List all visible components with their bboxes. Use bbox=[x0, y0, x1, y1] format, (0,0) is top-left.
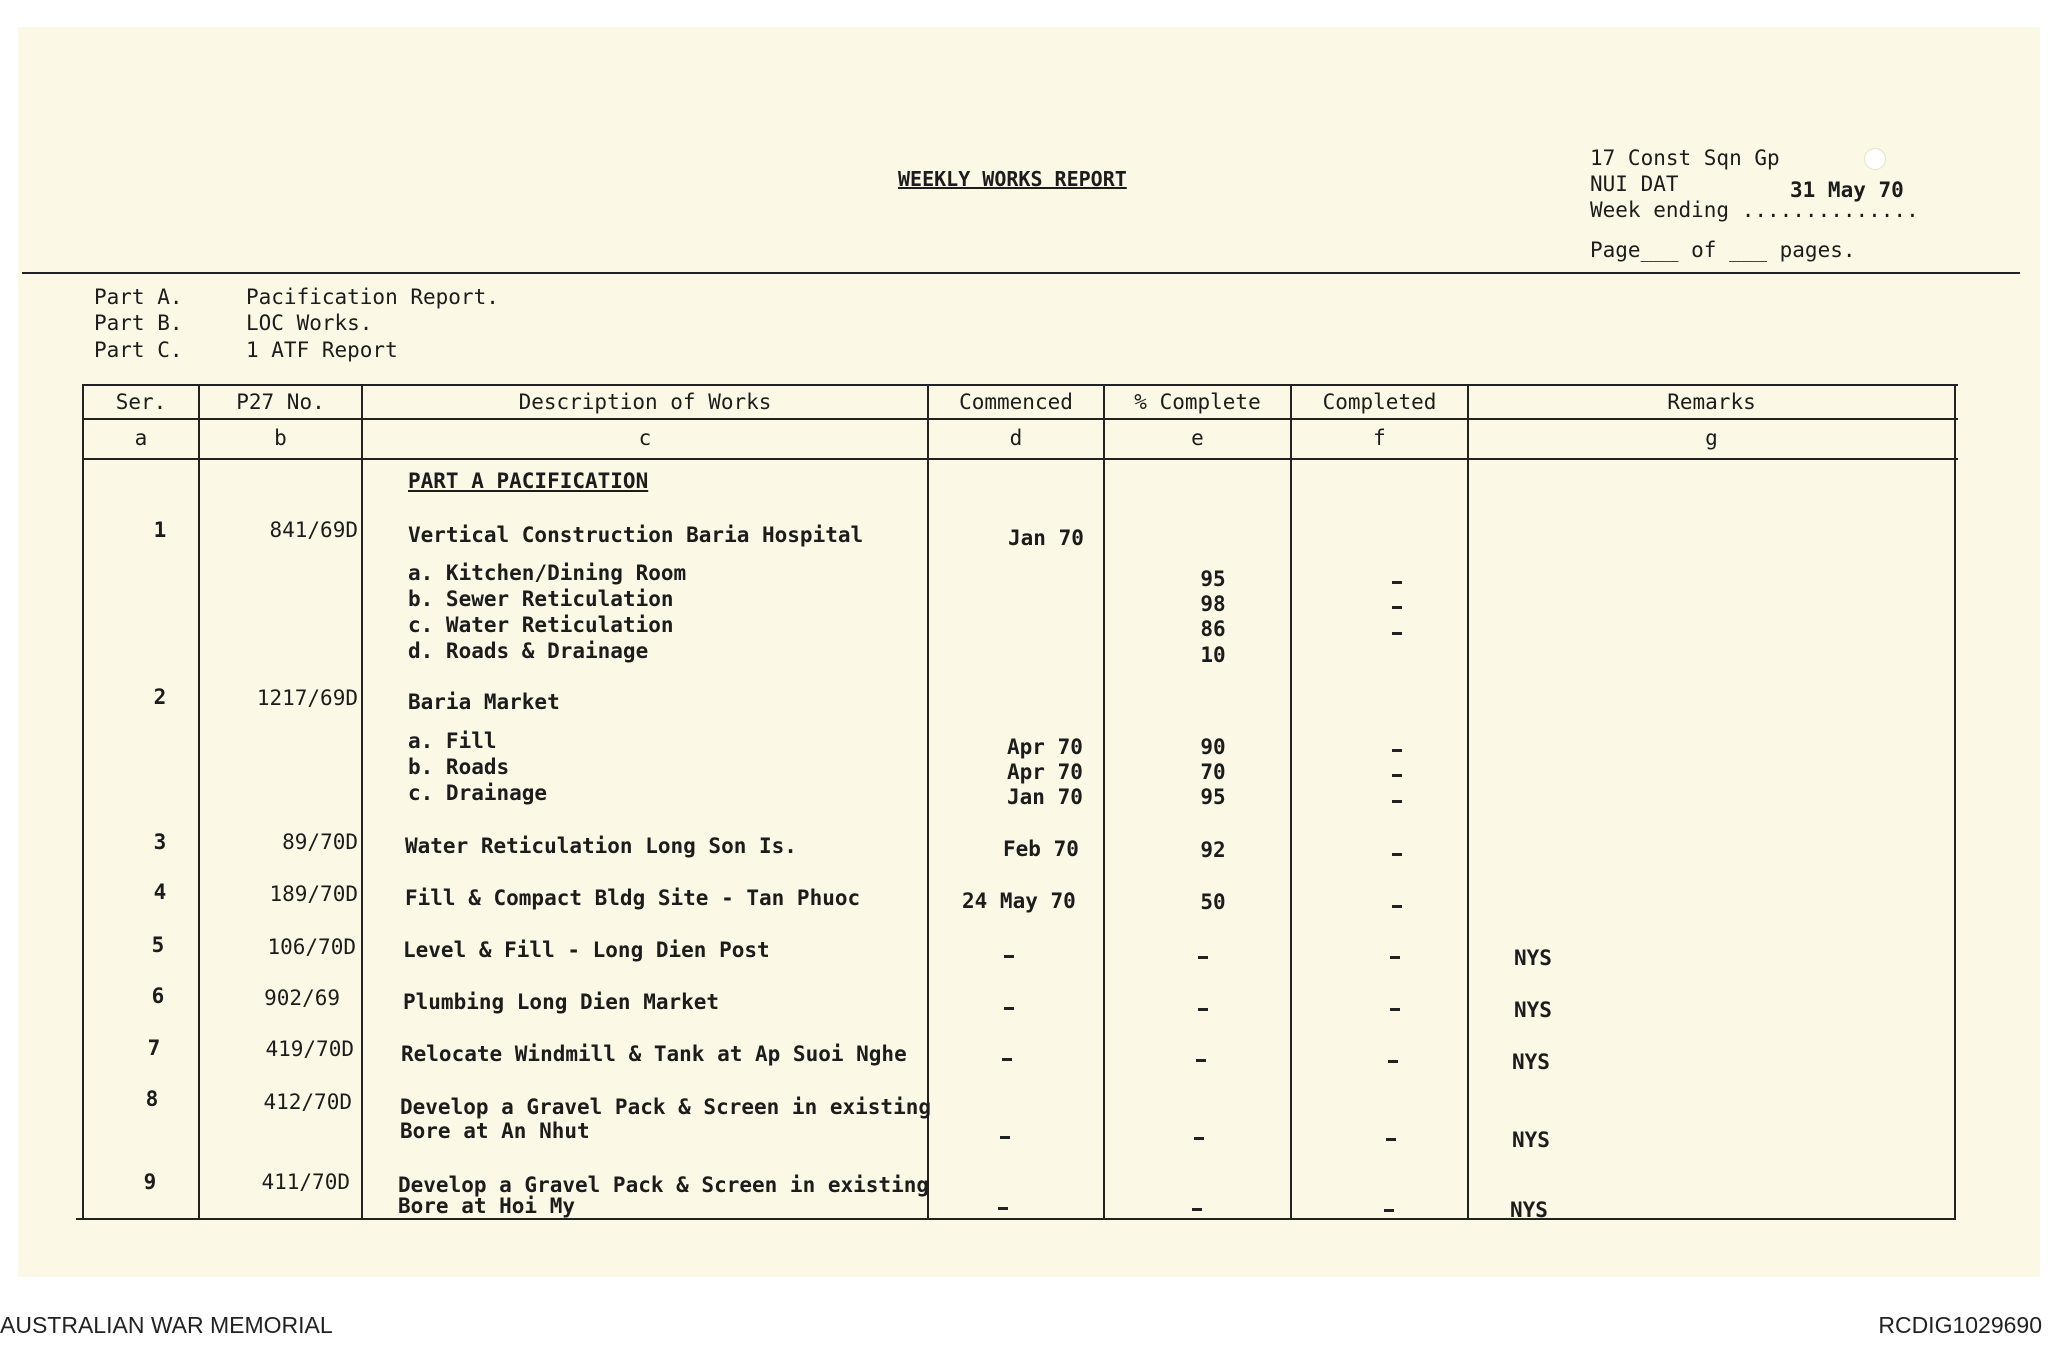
header-p27: P27 No. bbox=[236, 390, 325, 414]
commenced-cell: Jan 70 bbox=[1008, 526, 1084, 550]
remarks-cell: NYS bbox=[1514, 946, 1552, 970]
p27-cell: 89/70D bbox=[282, 830, 358, 854]
ser-cell: 4 bbox=[153, 880, 167, 904]
table-header-rule bbox=[82, 418, 1958, 420]
description-cell: Level & Fill - Long Dien Post bbox=[403, 938, 770, 962]
commenced-cell: Jan 70 bbox=[1007, 785, 1083, 809]
letter-g: g bbox=[1705, 426, 1718, 450]
header-commenced: Commenced bbox=[959, 390, 1073, 414]
description-cell: c. Drainage bbox=[408, 781, 548, 805]
p27-cell: 841/69D bbox=[269, 518, 358, 542]
header-description: Description of Works bbox=[518, 390, 772, 414]
description-cell: Baria Market bbox=[408, 690, 560, 714]
completed-cell bbox=[1392, 632, 1402, 635]
letter-d: d bbox=[1009, 426, 1023, 450]
part-desc-c: 1 ATF Report bbox=[246, 338, 398, 362]
pct-cell: 92 bbox=[1200, 838, 1226, 862]
letter-f: f bbox=[1373, 426, 1386, 450]
p27-cell: 106/70D bbox=[267, 935, 356, 959]
header-pct-complete: % Complete bbox=[1134, 390, 1261, 414]
pct-cell bbox=[1192, 1208, 1202, 1211]
pct-cell bbox=[1198, 956, 1208, 959]
description-cell: b. Sewer Reticulation bbox=[408, 587, 674, 611]
page-count: Page___ of ___ pages. bbox=[1590, 238, 1856, 262]
completed-cell bbox=[1390, 1008, 1400, 1011]
part-desc-b: LOC Works. bbox=[246, 311, 373, 335]
description-cell: Develop a Gravel Pack & Screen in existing bbox=[398, 1173, 930, 1197]
report-date: 31 May 70 bbox=[1790, 178, 1904, 202]
p27-cell: 1217/69D bbox=[256, 686, 358, 710]
archive-caption: AUSTRALIAN WAR MEMORIAL bbox=[0, 1312, 333, 1338]
commenced-cell bbox=[1000, 1136, 1010, 1139]
col-divider bbox=[1467, 384, 1469, 1220]
col-divider bbox=[82, 384, 84, 1220]
col-divider bbox=[1290, 384, 1292, 1220]
letter-a: a bbox=[134, 426, 148, 450]
pct-cell: 90 bbox=[1200, 735, 1226, 759]
col-divider bbox=[1103, 384, 1105, 1220]
completed-cell bbox=[1386, 1138, 1396, 1141]
header-completed: Completed bbox=[1322, 390, 1437, 414]
report-title: WEEKLY WORKS REPORT bbox=[898, 167, 1127, 191]
letter-b: b bbox=[274, 426, 287, 450]
ser-cell: 6 bbox=[151, 984, 165, 1008]
pct-cell: 98 bbox=[1200, 592, 1226, 616]
p27-cell: 412/70D bbox=[263, 1090, 352, 1114]
commenced-cell: Apr 70 bbox=[1007, 760, 1083, 784]
ser-cell: 1 bbox=[153, 518, 167, 542]
commenced-cell bbox=[1004, 1007, 1014, 1010]
col-divider bbox=[361, 384, 363, 1220]
part-desc-a: Pacification Report. bbox=[246, 285, 499, 309]
pct-cell: 95 bbox=[1200, 567, 1226, 591]
letter-c: c bbox=[638, 426, 652, 450]
pct-cell: 10 bbox=[1200, 643, 1226, 667]
location: NUI DAT bbox=[1590, 172, 1679, 196]
commenced-cell: Apr 70 bbox=[1007, 735, 1083, 759]
description-cell: b. Roads bbox=[408, 755, 510, 779]
commenced-cell bbox=[1002, 1058, 1012, 1061]
p27-cell: 902/69 bbox=[264, 986, 340, 1010]
col-divider bbox=[1954, 384, 1956, 1220]
completed-cell bbox=[1392, 606, 1402, 609]
part-label-a: Part A. bbox=[94, 285, 183, 309]
completed-cell bbox=[1392, 749, 1402, 752]
week-ending: Week ending .............. bbox=[1590, 198, 1919, 222]
completed-cell bbox=[1392, 853, 1402, 856]
header-ser: Ser. bbox=[115, 390, 167, 414]
description-cell: a. Kitchen/Dining Room bbox=[408, 561, 687, 585]
p27-cell: 411/70D bbox=[261, 1170, 350, 1194]
remarks-cell: NYS bbox=[1512, 1128, 1550, 1152]
description-cell: Develop a Gravel Pack & Screen in existing bbox=[400, 1095, 932, 1119]
ser-cell: 9 bbox=[143, 1170, 157, 1194]
completed-cell bbox=[1392, 581, 1402, 584]
ser-cell: 8 bbox=[145, 1087, 159, 1111]
unit-name: 17 Const Sqn Gp bbox=[1590, 146, 1780, 170]
completed-cell bbox=[1388, 1060, 1398, 1063]
completed-cell bbox=[1392, 774, 1402, 777]
completed-cell bbox=[1392, 800, 1402, 803]
commenced-cell bbox=[1004, 955, 1014, 958]
punch-hole bbox=[1864, 148, 1886, 170]
pct-cell: 86 bbox=[1200, 617, 1226, 641]
commenced-cell: Feb 70 bbox=[1003, 837, 1079, 861]
archive-id: RCDIG1029690 bbox=[1878, 1312, 2042, 1338]
pct-cell: 50 bbox=[1200, 890, 1226, 914]
description-cell: Relocate Windmill & Tank at Ap Suoi Nghe bbox=[401, 1042, 907, 1066]
pct-cell bbox=[1196, 1059, 1206, 1062]
pct-cell bbox=[1194, 1137, 1204, 1140]
pct-cell bbox=[1198, 1008, 1208, 1011]
p27-cell: 419/70D bbox=[265, 1037, 354, 1061]
header-remarks: Remarks bbox=[1667, 390, 1756, 414]
description-cell: Water Reticulation Long Son Is. bbox=[405, 834, 797, 858]
description-cell: a. Fill bbox=[408, 729, 497, 753]
part-label-b: Part B. bbox=[94, 311, 183, 335]
remarks-cell: NYS bbox=[1514, 998, 1552, 1022]
description-cell: c. Water Reticulation bbox=[408, 613, 674, 637]
description-cell: Vertical Construction Baria Hospital bbox=[408, 523, 864, 547]
part-label-c: Part C. bbox=[94, 338, 183, 362]
remarks-cell: NYS bbox=[1512, 1050, 1550, 1074]
ser-cell: 2 bbox=[153, 685, 167, 709]
completed-cell bbox=[1384, 1209, 1394, 1212]
ser-cell: 3 bbox=[153, 830, 167, 854]
description-cell: d. Roads & Drainage bbox=[408, 639, 649, 663]
p27-cell: 189/70D bbox=[269, 882, 358, 906]
pct-cell: 70 bbox=[1200, 760, 1226, 784]
description-cell: Plumbing Long Dien Market bbox=[403, 990, 720, 1014]
table-top-rule bbox=[82, 384, 1958, 386]
section-heading: PART A PACIFICATION bbox=[408, 469, 649, 493]
description-cell-line2: Bore at Hoi My bbox=[398, 1194, 576, 1218]
ser-cell: 7 bbox=[147, 1036, 161, 1060]
table-bottom-rule bbox=[76, 1218, 1954, 1220]
description-cell: Fill & Compact Bldg Site - Tan Phuoc bbox=[405, 886, 861, 910]
commenced-cell: 24 May 70 bbox=[962, 889, 1076, 913]
letter-e: e bbox=[1191, 426, 1204, 450]
description-cell-line2: Bore at An Nhut bbox=[400, 1119, 590, 1143]
ser-cell: 5 bbox=[151, 933, 165, 957]
pct-cell: 95 bbox=[1200, 785, 1226, 809]
completed-cell bbox=[1392, 905, 1402, 908]
remarks-cell: NYS bbox=[1510, 1198, 1548, 1222]
header-rule bbox=[22, 272, 2020, 274]
completed-cell bbox=[1390, 956, 1400, 959]
table-letter-rule bbox=[82, 458, 1958, 460]
commenced-cell bbox=[998, 1207, 1008, 1210]
